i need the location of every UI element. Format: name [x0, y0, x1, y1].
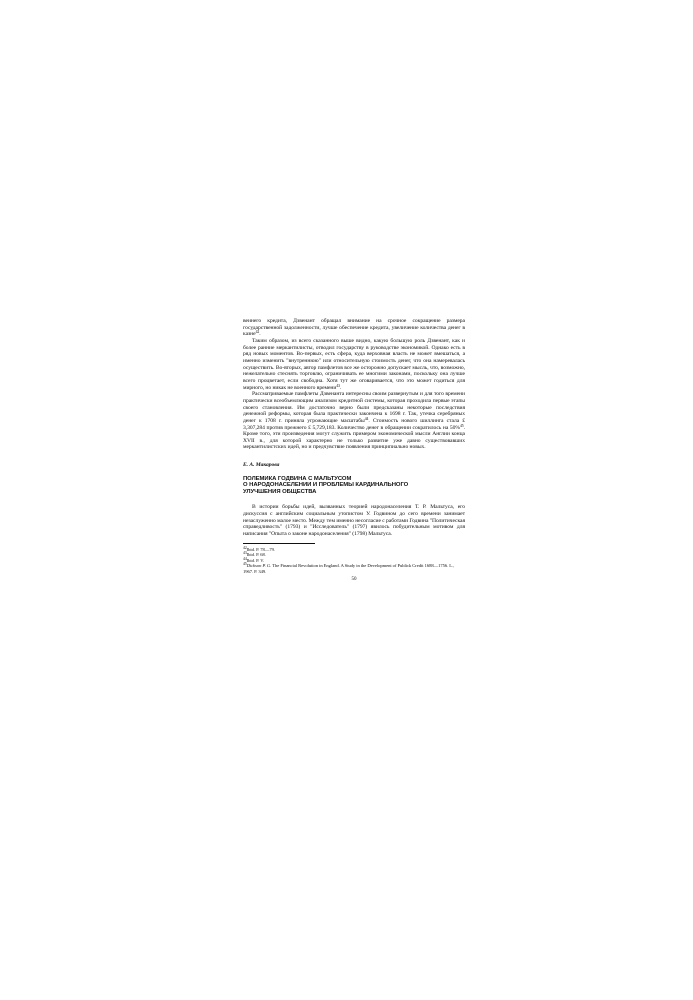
title-line: О НАРОДОНАСЕЛЕНИИ И ПРОБЛЕМЫ КАРДИНАЛЬНОГО [243, 482, 409, 489]
article-title [243, 476, 465, 496]
paragraph: веинего кредита, Дзвенант обращал внимание на срочное сокращение размера государственной задолженности, лучше обеспечение кредита, увеличение количества денег в казне$^{42}$. [243, 318, 465, 338]
footnotes [243, 547, 465, 575]
footnote: $^{44}$Ibid. P. V. [243, 556, 264, 563]
footnote-divider [243, 543, 315, 544]
footnote-ref[interactable]: 44 [364, 416, 369, 421]
title-line: ПОЛЕМИКА ГОДВИНА С МАЛЬТУСОМ [243, 475, 352, 482]
title-line: УЛУЧШЕНИЯ ОБЩЕСТВА [243, 488, 317, 495]
footnote: $^{45}$Dickson P. G. The Financial Revolution in England. A Study in the Development of Publick Credit 1688—1756. L., 1967. P. 349. [243, 562, 455, 574]
footnote: $^{42}$Ibid. P. 78—79. [243, 545, 275, 552]
paragraph: В истории борьбы идей, вызванных теорией народонаселения Т. Р. Мальтуса, его дискуссия с английским социальным утопистом У. Годвином до сего времени занимает незаслуженно малое место. Между тем именно несогласие с работами Годвина "Политическая справедливость" (1793) и "Исследователь" (1797) явилось побудительным мотивом для написания "Опыта о законе народонаселения" (1798) Мальтуса. [243, 504, 465, 537]
document-page [243, 318, 465, 583]
footnote-ref[interactable]: 42 [255, 330, 260, 335]
footnote-ref[interactable]: 43 [336, 383, 341, 388]
paragraph: Рассматриваемые памфлеты Дзвенанта интересны своим развернутым и для того времени практически всеобъемлющим анализом кредитной системы, которая проходила первые этапы своего становления. Им достаточно верно были предсказаны некоторые последствия денежной реформы, которая была практически закончена к 1698 г. Так, утечка серебряных денег к 1708 г. приняла угрожающие масштабы$^{44}$. Стоимость нового шиллинга стала £ 3,307,284 против прежнего £ 5,729,183. Количество денег в обращении сократилось на 50%$^{45}$. Кроме того, эти произведения могут служить примером экономической мысли Англии конца XVII в., для которой характерно не только развитие уже давно существовавших меркантилистских идей, но и предчувствие появления принципиально новых. [243, 391, 465, 451]
footnote: $^{43}$Ibid. P. 68. [243, 551, 266, 558]
article-author: Е. А. Макарова [243, 462, 280, 469]
page-number: 50 [351, 576, 357, 582]
paragraph: Таким образом, из всего сказанного выше видно, какую большую роль Дзвенант, как и более ранние меркантилисты, отводил государству в руководстве экономикой. Однако есть в ряд новых моментов. Во-первых, есть сфера, куда верховная власть не может вмешаться, а именно изменить "внутреннюю" или относительную стоимость денег, что она намеревалась осуществить. Во-вторых, автор памфлетов все же осторожно допускает мысль, что, возможно, нежелательно стеснять торговлю, ограничивать ее многими законами, поскольку она лучше всего процветает, если свободна. Хотя тут же оговаривается, что это может годиться для мирного, но никак не военного времени$^{43}$. [243, 337, 465, 391]
footnote-ref[interactable]: 45 [459, 423, 464, 428]
